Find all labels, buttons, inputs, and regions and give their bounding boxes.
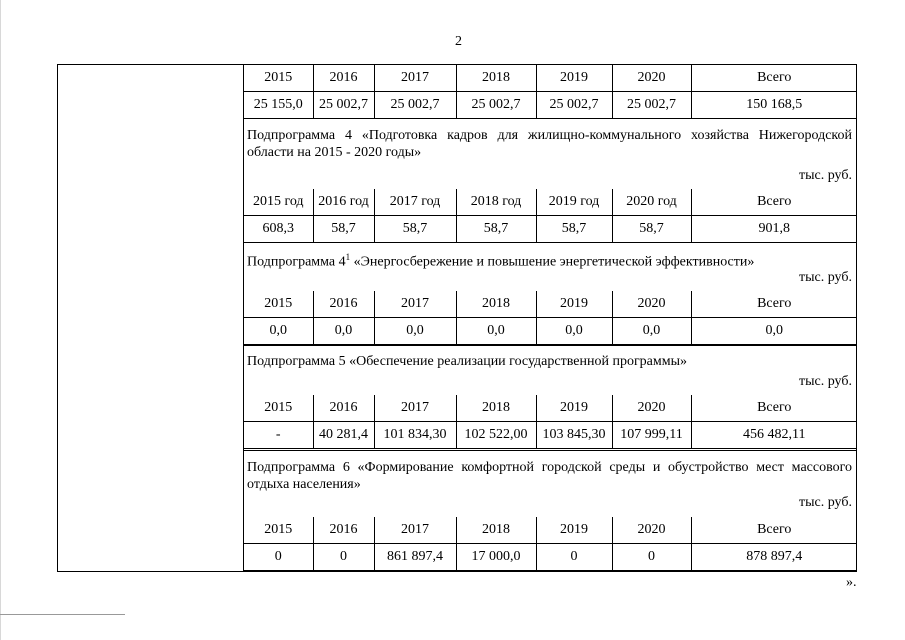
header-row	[244, 291, 857, 318]
left-margin-line	[0, 0, 1, 640]
subprogram-title: Подпрограмма 4 «Подготовка кадров для жилищно-коммунального хозяйства Нижегородской области на 2015 - 2020 годы»	[247, 128, 852, 160]
year-2016-header: 2016	[313, 517, 374, 544]
value-2017: 101 834,30	[374, 422, 456, 449]
total-header: Всего	[691, 291, 857, 318]
year-2016-header: 2016 год	[313, 189, 374, 216]
value-2020: 0	[612, 544, 691, 571]
year-2015-header: 2015	[244, 517, 313, 544]
year-2018-header: 2018	[456, 395, 536, 422]
separator	[244, 450, 856, 451]
year-2016-header: 2016	[313, 291, 374, 318]
unit-label: тыс. руб.	[799, 495, 852, 510]
year-2015-header: 2015	[244, 395, 313, 422]
year-2019-header: 2019 год	[536, 189, 612, 216]
value-2017: 0,0	[374, 318, 456, 345]
value-2018: 58,7	[456, 216, 536, 243]
value-2019: 25 002,7	[536, 92, 612, 119]
subprogram-title	[247, 249, 852, 271]
value-2015: 608,3	[244, 216, 313, 243]
footer-rule	[0, 614, 125, 615]
total-header: Всего	[691, 189, 857, 216]
year-2020-header: 2020	[612, 291, 691, 318]
year-2018-header: 2018	[456, 291, 536, 318]
value-total: 150 168,5	[691, 92, 857, 119]
value-2017: 25 002,7	[374, 92, 456, 119]
value-2019: 0,0	[536, 318, 612, 345]
value-2017: 58,7	[374, 216, 456, 243]
value-2020: 58,7	[612, 216, 691, 243]
value-2016: 40 281,4	[313, 422, 374, 449]
year-2019-header: 2019	[536, 517, 612, 544]
total-header: Всего	[691, 65, 857, 92]
year-2020-header: 2020 год	[612, 189, 691, 216]
value-total: 0,0	[691, 318, 857, 345]
header-row	[244, 395, 857, 422]
value-total: 456 482,11	[691, 422, 857, 449]
values-row	[244, 318, 857, 345]
year-2020-header: 2020	[612, 395, 691, 422]
separator	[244, 345, 856, 346]
subprogram-title: Подпрограмма 5 «Обеспечение реализации государственной программы»	[247, 354, 688, 369]
values-row	[244, 216, 857, 243]
funding-area	[244, 65, 856, 571]
year-2017-header: 2017 год	[374, 189, 456, 216]
year-2017-header: 2017	[374, 291, 456, 318]
year-2020-header: 2020	[612, 65, 691, 92]
funding-table-3	[244, 395, 857, 449]
value-total: 901,8	[691, 216, 857, 243]
header-row	[244, 65, 857, 92]
value-2015: 0,0	[244, 318, 313, 345]
value-2018: 25 002,7	[456, 92, 536, 119]
separator	[244, 118, 856, 119]
value-2015: -	[244, 422, 313, 449]
unit-label: тыс. руб.	[799, 374, 852, 389]
value-2020: 25 002,7	[612, 92, 691, 119]
year-2015-header: 2015	[244, 291, 313, 318]
year-2016-header: 2016	[313, 395, 374, 422]
values-row	[244, 422, 857, 449]
funding-table-4	[244, 517, 857, 571]
total-header: Всего	[691, 517, 857, 544]
value-2018: 102 522,00	[456, 422, 536, 449]
title-superscript: 1	[345, 252, 351, 262]
year-2017-header: 2017	[374, 395, 456, 422]
funding-table-0	[244, 65, 857, 119]
value-2018: 17 000,0	[456, 544, 536, 571]
value-total: 878 897,4	[691, 544, 857, 571]
year-2018-header: 2018	[456, 517, 536, 544]
year-2019-header: 2019	[536, 395, 612, 422]
header-row	[244, 517, 857, 544]
value-2017: 861 897,4	[374, 544, 456, 571]
value-2019: 0	[536, 544, 612, 571]
values-row	[244, 92, 857, 119]
unit-label: тыс. руб.	[799, 270, 852, 285]
closing-quote: ».	[846, 575, 857, 590]
left-empty-cell	[58, 65, 244, 571]
value-2016: 25 002,7	[313, 92, 374, 119]
value-2020: 0,0	[612, 318, 691, 345]
value-2016: 0	[313, 544, 374, 571]
year-2018-header: 2018 год	[456, 189, 536, 216]
year-2019-header: 2019	[536, 291, 612, 318]
year-2016-header: 2016	[313, 65, 374, 92]
value-2015: 25 155,0	[244, 92, 313, 119]
year-2015-header: 2015	[244, 65, 313, 92]
value-2019: 58,7	[536, 216, 612, 243]
total-header: Всего	[691, 395, 857, 422]
year-2020-header: 2020	[612, 517, 691, 544]
subprogram-title: Подпрограмма 6 «Формирование комфортной городской среды и обустройство мест массового отдыха населения»	[247, 460, 852, 492]
year-2017-header: 2017	[374, 65, 456, 92]
value-2019: 103 845,30	[536, 422, 612, 449]
funding-table-1	[244, 189, 857, 243]
year-2017-header: 2017	[374, 517, 456, 544]
value-2015: 0	[244, 544, 313, 571]
header-row	[244, 189, 857, 216]
page-number: 2	[455, 34, 462, 49]
separator	[244, 242, 856, 243]
value-2018: 0,0	[456, 318, 536, 345]
values-row	[244, 544, 857, 571]
title-rest: «Энергосбережение и повышение энергетической эффективности»	[350, 254, 755, 270]
value-2016: 58,7	[313, 216, 374, 243]
unit-label: тыс. руб.	[799, 168, 852, 183]
funding-table-2	[244, 291, 857, 345]
year-2019-header: 2019	[536, 65, 612, 92]
value-2016: 0,0	[313, 318, 374, 345]
program-table	[57, 64, 857, 572]
value-2020: 107 999,11	[612, 422, 691, 449]
year-2015-header: 2015 год	[244, 189, 313, 216]
title-prefix: Подпрограмма 4	[247, 254, 346, 270]
year-2018-header: 2018	[456, 65, 536, 92]
